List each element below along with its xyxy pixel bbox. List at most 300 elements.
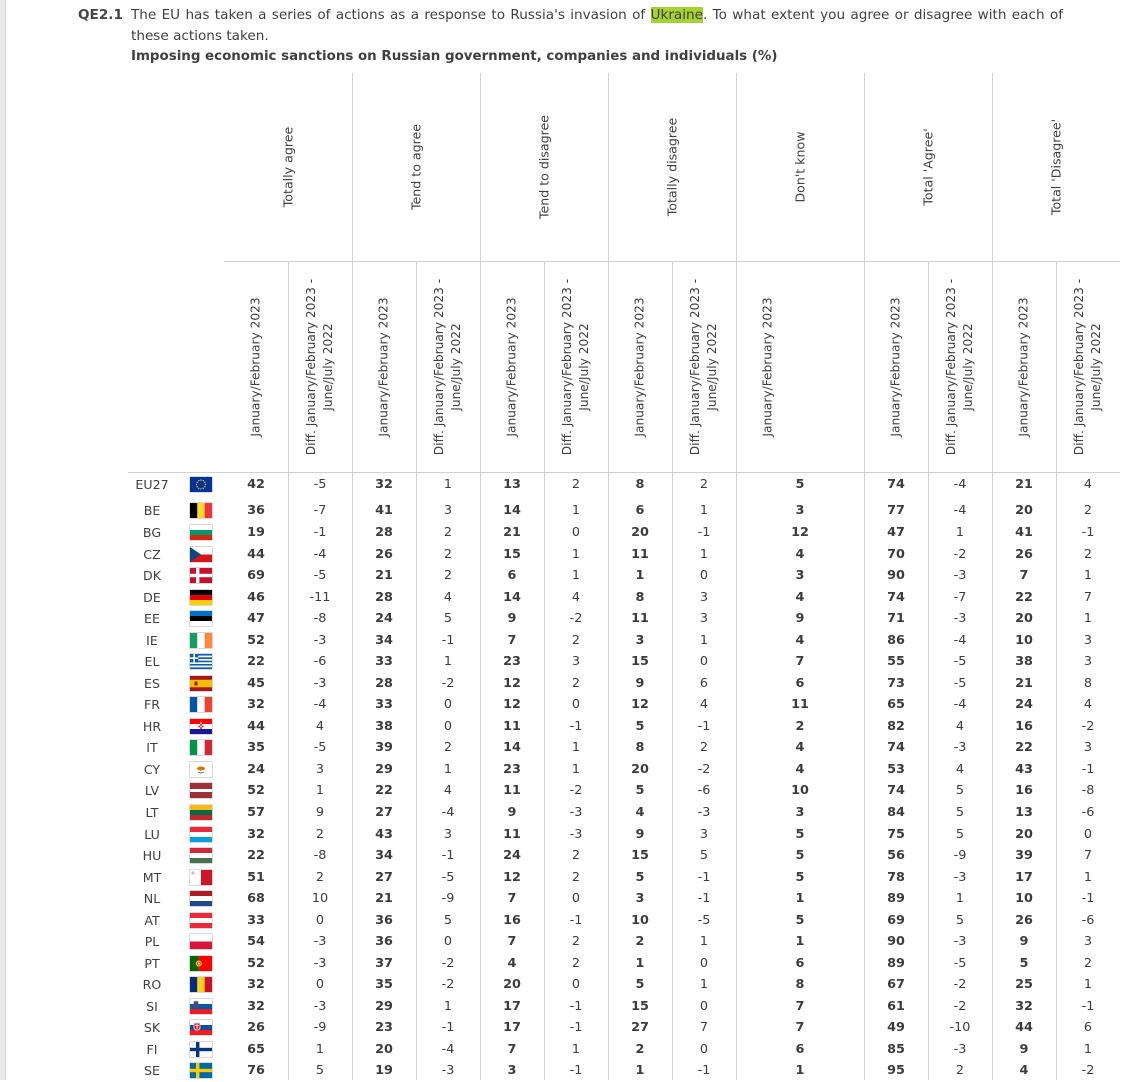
diff-cell: -1 [697, 525, 711, 540]
table-row [0, 737, 1135, 759]
malta-flag [190, 870, 212, 885]
value-cell: 11 [631, 611, 649, 626]
value-cell: 69 [887, 913, 905, 928]
value-cell: 26 [1015, 547, 1033, 562]
value-cell: 6 [795, 1042, 805, 1057]
diff-cell: 1 [571, 547, 581, 562]
value-cell: 12 [503, 697, 521, 712]
diff-cell: -2 [953, 977, 967, 992]
question-number: QE2.1 [78, 7, 123, 23]
value-cell: 4 [795, 590, 805, 605]
group-header [992, 73, 1120, 261]
diff-cell: 2 [315, 827, 325, 842]
diff-cell: 2 [443, 568, 453, 583]
value-cell: 1 [635, 568, 645, 583]
diff-cell: 4 [699, 697, 709, 712]
subcolumn-label [943, 279, 977, 455]
table-row [0, 474, 1135, 496]
diff-cell: -3 [697, 805, 711, 820]
diff-cell: 4 [955, 762, 965, 777]
table-row [0, 500, 1135, 522]
diff-cell: 3 [1083, 633, 1093, 648]
diff-cell: 9 [315, 805, 325, 820]
value-cell: 10 [631, 913, 649, 928]
value-cell: 26 [1015, 913, 1033, 928]
value-cell: 6 [635, 503, 645, 518]
value-cell: 5 [635, 783, 645, 798]
subcolumn-header-current [480, 262, 544, 472]
value-cell: 9 [507, 805, 517, 820]
value-cell: 20 [503, 977, 521, 992]
subcolumn-label-line2: June/July 2022 [321, 323, 335, 411]
value-cell: 4 [795, 547, 805, 562]
value-cell: 33 [247, 913, 265, 928]
diff-cell: 2 [571, 870, 581, 885]
value-cell: 5 [635, 870, 645, 885]
value-cell: 5 [635, 719, 645, 734]
subcolumn-label: January/February 2023 [1016, 297, 1031, 437]
value-cell: 12 [503, 676, 521, 691]
country-code: SI [146, 999, 158, 1014]
country-code: EE [144, 611, 160, 626]
diff-cell: 7 [699, 1020, 709, 1035]
group-header [608, 73, 736, 261]
bulgaria-flag [190, 525, 212, 540]
diff-cell: -8 [313, 848, 327, 863]
value-cell: 20 [1015, 827, 1033, 842]
diff-cell: 2 [443, 740, 453, 755]
subcolumn-label: January/February 2023 [632, 297, 647, 437]
diff-cell: -3 [953, 740, 967, 755]
value-cell: 16 [1015, 719, 1033, 734]
table-row [0, 608, 1135, 630]
diff-cell: -6 [1081, 913, 1095, 928]
value-cell: 67 [887, 977, 905, 992]
diff-cell: -2 [569, 783, 583, 798]
value-cell: 23 [503, 762, 521, 777]
value-cell: 55 [887, 654, 905, 669]
diff-cell: -8 [313, 611, 327, 626]
value-cell: 17 [503, 999, 521, 1014]
value-cell: 3 [795, 805, 805, 820]
diff-cell: -1 [697, 719, 711, 734]
country-code: RO [142, 977, 162, 992]
diff-cell: -5 [313, 477, 327, 492]
subcolumn-header-diff [288, 262, 352, 472]
slovenia-flag [190, 999, 212, 1014]
value-cell: 15 [631, 848, 649, 863]
value-cell: 1 [795, 934, 805, 949]
value-cell: 89 [887, 891, 905, 906]
value-cell: 57 [247, 805, 265, 820]
value-cell: 52 [247, 956, 265, 971]
diff-cell: 5 [699, 848, 709, 863]
subcolumn-header-diff [416, 262, 480, 472]
diff-cell: 5 [443, 611, 453, 626]
diff-cell: -5 [313, 740, 327, 755]
diff-cell: -1 [441, 633, 455, 648]
diff-cell: 1 [699, 503, 709, 518]
diff-cell: -3 [313, 956, 327, 971]
value-cell: 3 [795, 503, 805, 518]
diff-cell: -1 [441, 848, 455, 863]
value-cell: 17 [503, 1020, 521, 1035]
diff-cell: -3 [313, 633, 327, 648]
value-cell: 3 [795, 568, 805, 583]
value-cell: 22 [375, 783, 393, 798]
diff-cell: 1 [571, 762, 581, 777]
value-cell: 85 [887, 1042, 905, 1057]
diff-cell: -1 [313, 525, 327, 540]
value-cell: 13 [503, 477, 521, 492]
diff-cell: -3 [953, 870, 967, 885]
subcolumn-label [1071, 279, 1105, 455]
diff-cell: 7 [1083, 590, 1093, 605]
value-cell: 1 [635, 1063, 645, 1078]
subcolumn-header-current [352, 262, 416, 472]
value-cell: 12 [791, 525, 809, 540]
value-cell: 2 [635, 1042, 645, 1057]
diff-cell: -9 [441, 891, 455, 906]
diff-cell: 1 [699, 633, 709, 648]
diff-cell: -8 [1081, 783, 1095, 798]
value-cell: 14 [503, 740, 521, 755]
diff-cell: -1 [569, 913, 583, 928]
value-cell: 37 [375, 956, 393, 971]
diff-cell: 1 [443, 999, 453, 1014]
value-cell: 74 [887, 590, 905, 605]
country-code: IT [146, 740, 158, 755]
table-row [0, 522, 1135, 544]
diff-cell: -3 [569, 805, 583, 820]
diff-cell: -1 [569, 719, 583, 734]
diff-cell: -3 [313, 999, 327, 1014]
diff-cell: 2 [443, 525, 453, 540]
subcolumn-header-current [224, 262, 288, 472]
romania-flag [190, 977, 212, 992]
value-cell: 5 [795, 848, 805, 863]
value-cell: 25 [1015, 977, 1033, 992]
subcolumn-label: January/February 2023 [760, 297, 775, 437]
diff-cell: 2 [315, 870, 325, 885]
country-code: PL [144, 934, 160, 949]
subcolumn-header-diff [928, 262, 992, 472]
value-cell: 95 [887, 1063, 905, 1078]
value-cell: 14 [503, 503, 521, 518]
diff-cell: 0 [571, 697, 581, 712]
country-code: FI [146, 1042, 158, 1057]
value-cell: 11 [791, 697, 809, 712]
table-subtitle: Imposing economic sanctions on Russian government, companies and individuals (%) [131, 49, 778, 64]
country-code: LU [144, 827, 160, 842]
table-row [0, 694, 1135, 716]
header-bottom-divider [128, 472, 1120, 473]
diff-cell: 4 [1083, 477, 1093, 492]
value-cell: 24 [247, 762, 265, 777]
diff-cell: -6 [697, 783, 711, 798]
country-code: HU [142, 848, 162, 863]
table-row [0, 673, 1135, 695]
diff-cell: 1 [315, 1042, 325, 1057]
subcolumn-label [431, 279, 465, 455]
ireland-flag [190, 633, 212, 648]
diff-cell: 5 [315, 1063, 325, 1078]
diff-cell: -1 [697, 870, 711, 885]
value-cell: 32 [247, 999, 265, 1014]
value-cell: 56 [887, 848, 905, 863]
group-header-label: Total 'Agree' [920, 128, 936, 206]
diff-cell: 1 [1083, 1042, 1093, 1057]
diff-cell: 3 [1083, 740, 1093, 755]
croatia-flag [190, 719, 212, 734]
value-cell: 39 [1015, 848, 1033, 863]
value-cell: 51 [247, 870, 265, 885]
country-code: SK [143, 1020, 161, 1035]
value-cell: 23 [503, 654, 521, 669]
diff-cell: -3 [953, 1042, 967, 1057]
italy-flag [190, 740, 212, 755]
country-code: FR [144, 697, 160, 712]
subcolumn-label-line1: Diff. January/February 2023 - [304, 278, 318, 456]
value-cell: 7 [1019, 568, 1029, 583]
diff-cell: 1 [443, 477, 453, 492]
diff-cell: -5 [441, 870, 455, 885]
diff-cell: 4 [571, 590, 581, 605]
diff-cell: 6 [699, 676, 709, 691]
country-code: DE [143, 590, 161, 605]
subcolumn-label-line2: June/July 2022 [1089, 323, 1103, 411]
cyprus-flag [190, 762, 212, 777]
diff-cell: -3 [953, 611, 967, 626]
value-cell: 78 [887, 870, 905, 885]
diff-cell: 1 [699, 977, 709, 992]
diff-cell: -3 [569, 827, 583, 842]
country-code: LV [144, 783, 160, 798]
subcolumn-label-line1: Diff. January/February 2023 - [944, 278, 958, 456]
value-cell: 10 [791, 783, 809, 798]
subcolumn-label [559, 279, 593, 455]
diff-cell: -11 [309, 590, 331, 605]
diff-cell: 1 [315, 783, 325, 798]
diff-cell: -2 [953, 999, 967, 1014]
latvia-flag [190, 783, 212, 798]
subcolumn-label: January/February 2023 [504, 297, 519, 437]
country-code: IE [146, 633, 158, 648]
value-cell: 70 [887, 547, 905, 562]
group-header-label: Tend to disagree [536, 114, 552, 220]
diff-cell: 0 [315, 977, 325, 992]
value-cell: 6 [795, 956, 805, 971]
subcolumn-label-line2: June/July 2022 [577, 323, 591, 411]
value-cell: 74 [887, 783, 905, 798]
value-cell: 49 [887, 1020, 905, 1035]
value-cell: 6 [507, 568, 517, 583]
diff-cell: 1 [955, 891, 965, 906]
table-row [0, 953, 1135, 975]
diff-cell: -2 [441, 977, 455, 992]
diff-cell: 0 [699, 654, 709, 669]
value-cell: 7 [507, 1042, 517, 1057]
country-code: SE [144, 1063, 160, 1078]
diff-cell: -2 [441, 956, 455, 971]
country-code: EL [144, 654, 160, 669]
slovakia-flag [190, 1020, 212, 1035]
value-cell: 16 [1015, 783, 1033, 798]
value-cell: 74 [887, 477, 905, 492]
value-cell: 45 [247, 676, 265, 691]
finland-flag [190, 1042, 212, 1057]
diff-cell: 1 [571, 503, 581, 518]
diff-cell: 0 [699, 1042, 709, 1057]
value-cell: 19 [247, 525, 265, 540]
value-cell: 32 [247, 977, 265, 992]
diff-cell: 2 [571, 934, 581, 949]
value-cell: 10 [1015, 633, 1033, 648]
belgium-flag [190, 503, 212, 518]
value-cell: 34 [375, 848, 393, 863]
value-cell: 41 [375, 503, 393, 518]
diff-cell: -2 [1081, 719, 1095, 734]
diff-cell: 2 [955, 1063, 965, 1078]
value-cell: 29 [375, 762, 393, 777]
value-cell: 86 [887, 633, 905, 648]
diff-cell: -1 [569, 1063, 583, 1078]
value-cell: 9 [635, 676, 645, 691]
value-cell: 82 [887, 719, 905, 734]
table-row [0, 824, 1135, 846]
table-row [0, 996, 1135, 1018]
value-cell: 6 [795, 676, 805, 691]
value-cell: 15 [631, 999, 649, 1014]
diff-cell: -3 [441, 1063, 455, 1078]
value-cell: 10 [1015, 891, 1033, 906]
diff-cell: 5 [955, 827, 965, 842]
diff-cell: -2 [441, 676, 455, 691]
value-cell: 28 [375, 676, 393, 691]
value-cell: 68 [247, 891, 265, 906]
value-cell: 29 [375, 999, 393, 1014]
table-row [0, 931, 1135, 953]
value-cell: 52 [247, 783, 265, 798]
netherlands-flag [190, 891, 212, 906]
diff-cell: -2 [697, 762, 711, 777]
value-cell: 9 [1019, 1042, 1029, 1057]
diff-cell: 2 [699, 477, 709, 492]
value-cell: 22 [1015, 590, 1033, 605]
diff-cell: 8 [1083, 676, 1093, 691]
value-cell: 46 [247, 590, 265, 605]
czechia-flag [190, 547, 212, 562]
subcolumn-header-diff [544, 262, 608, 472]
value-cell: 42 [247, 477, 265, 492]
group-header-label: Don't know [792, 131, 808, 203]
value-cell: 5 [1019, 956, 1029, 971]
subcolumn-label-line1: Diff. January/February 2023 - [688, 278, 702, 456]
value-cell: 7 [507, 891, 517, 906]
diff-cell: -3 [953, 568, 967, 583]
question-block [78, 5, 1063, 47]
group-header [736, 73, 864, 261]
country-code: BE [143, 503, 161, 518]
value-cell: 17 [1015, 870, 1033, 885]
diff-cell: -6 [313, 654, 327, 669]
value-cell: 11 [631, 547, 649, 562]
diff-cell: -1 [569, 999, 583, 1014]
table-row [0, 974, 1135, 996]
value-cell: 26 [375, 547, 393, 562]
diff-cell: -1 [1081, 891, 1095, 906]
value-cell: 23 [375, 1020, 393, 1035]
value-cell: 22 [247, 654, 265, 669]
question-text-start: The EU has taken a series of actions as a response to Russia's invasion of [131, 7, 651, 23]
diff-cell: 2 [571, 477, 581, 492]
table-row [0, 910, 1135, 932]
group-header [352, 73, 480, 261]
diff-cell: 3 [1083, 934, 1093, 949]
value-cell: 16 [503, 913, 521, 928]
diff-cell: 0 [315, 913, 325, 928]
diff-cell: -4 [953, 633, 967, 648]
hungary-flag [190, 848, 212, 863]
value-cell: 32 [247, 697, 265, 712]
diff-cell: -5 [313, 568, 327, 583]
diff-cell: 2 [1083, 547, 1093, 562]
country-code: HR [142, 719, 162, 734]
country-code: DK [143, 568, 161, 583]
value-cell: 20 [375, 1042, 393, 1057]
value-cell: 8 [635, 740, 645, 755]
diff-cell: -7 [313, 503, 327, 518]
value-cell: 8 [635, 477, 645, 492]
value-cell: 28 [375, 525, 393, 540]
diff-cell: -5 [697, 913, 711, 928]
value-cell: 27 [631, 1020, 649, 1035]
highlighted-term: Ukraine [650, 7, 703, 23]
value-cell: 20 [1015, 611, 1033, 626]
value-cell: 7 [507, 633, 517, 648]
diff-cell: -5 [953, 654, 967, 669]
diff-cell: 0 [571, 525, 581, 540]
diff-cell: 7 [1083, 848, 1093, 863]
value-cell: 9 [795, 611, 805, 626]
subcolumn-header-current [608, 262, 672, 472]
value-cell: 3 [635, 891, 645, 906]
diff-cell: 10 [311, 891, 329, 906]
value-cell: 84 [887, 805, 905, 820]
diff-cell: 3 [443, 827, 453, 842]
table-row [0, 565, 1135, 587]
value-cell: 19 [375, 1063, 393, 1078]
diff-cell: 0 [571, 977, 581, 992]
value-cell: 11 [503, 827, 521, 842]
diff-cell: -1 [1081, 762, 1095, 777]
table-row [0, 587, 1135, 609]
country-code: MT [142, 870, 162, 885]
diff-cell: 5 [955, 913, 965, 928]
value-cell: 69 [247, 568, 265, 583]
lithuania-flag [190, 805, 212, 820]
subcolumn-label: January/February 2023 [376, 297, 391, 437]
diff-cell: 4 [315, 719, 325, 734]
diff-cell: 4 [955, 719, 965, 734]
group-header [480, 73, 608, 261]
diff-cell: 5 [955, 805, 965, 820]
diff-cell: -3 [313, 934, 327, 949]
subcolumn-label-line1: Diff. January/February 2023 - [1072, 278, 1086, 456]
diff-cell: -1 [569, 1020, 583, 1035]
diff-cell: 0 [443, 697, 453, 712]
value-cell: 32 [1015, 999, 1033, 1014]
